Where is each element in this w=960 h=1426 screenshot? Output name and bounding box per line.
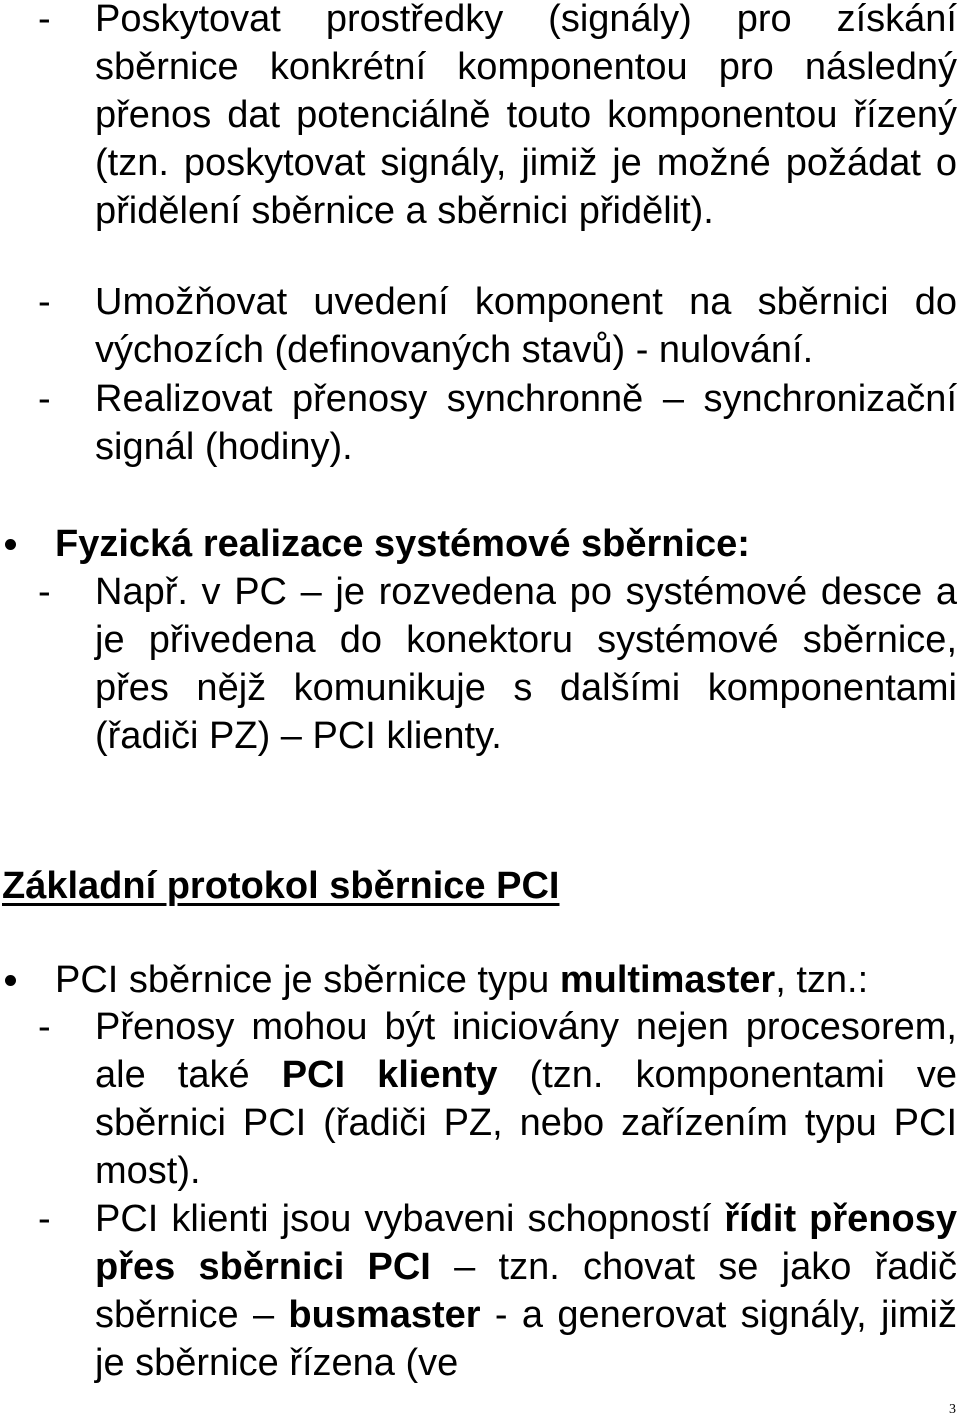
list-item-text: Poskytovat prostředky (signály) pro získání sběrnice konkrétní komponentou pro následný přenos dat potenciálně touto komponentou řízený (tzn. poskytovat signály, jimiž je možné požádat o přidělení sběrnice a sběrnici přidělit).	[95, 0, 957, 232]
list-item-text: Umožňovat uvedení komponent na sběrnici do výchozích (definovaných stavů) - nulování.	[95, 281, 957, 371]
bullet-icon	[5, 975, 16, 986]
bold-run: PCI klienty	[281, 1054, 498, 1096]
list-item-text	[95, 1003, 957, 1195]
list-item-text: Např. v PC – je rozvedena po systémové desce a je přivedena do konektoru systémové sběrnice, přes nějž komunikuje s dalšími komponentami (řadiči PZ) – PCI klienty.	[95, 571, 957, 757]
list-marker: -	[38, 1198, 51, 1240]
list-marker: -	[38, 571, 51, 613]
list-marker: -	[38, 0, 51, 40]
pci-intro-text: PCI sběrnice je sběrnice typu	[55, 959, 560, 1001]
list-marker: -	[38, 1006, 51, 1048]
pci-intro-tail: , tzn.:	[775, 959, 869, 1001]
text-run: PCI klienti jsou vybaveni schopností	[95, 1198, 725, 1240]
page-number: 3	[949, 1402, 956, 1417]
section-title: Fyzická realizace systémové sběrnice:	[55, 523, 750, 565]
list-item-text	[95, 1195, 957, 1387]
pci-intro-bold: multimaster	[559, 959, 776, 1001]
list-marker: -	[38, 378, 51, 420]
text-run: - a generovat signály, jimiž je sběrnice řízena (ve	[95, 1294, 957, 1384]
text-run: (tzn. komponentami ve sběrnici PCI (řadiči PZ, nebo zařízením typu PCI most).	[95, 1054, 957, 1192]
bold-run: busmaster	[288, 1294, 481, 1336]
text-run: – tzn. chovat se jako řadič sběrnice –	[95, 1246, 957, 1336]
text-run: Přenosy mohou být iniciovány nejen procesorem, ale také	[95, 1006, 957, 1096]
list-marker: -	[38, 281, 51, 323]
bullet-icon	[5, 539, 16, 550]
bold-run: řídit přenosy přes sběrnici PCI	[95, 1198, 957, 1288]
list-item-text: Realizovat přenosy synchronně – synchronizační signál (hodiny).	[95, 378, 957, 468]
pci-intro	[55, 956, 868, 1004]
section-heading: Základní protokol sběrnice PCI	[2, 865, 560, 907]
